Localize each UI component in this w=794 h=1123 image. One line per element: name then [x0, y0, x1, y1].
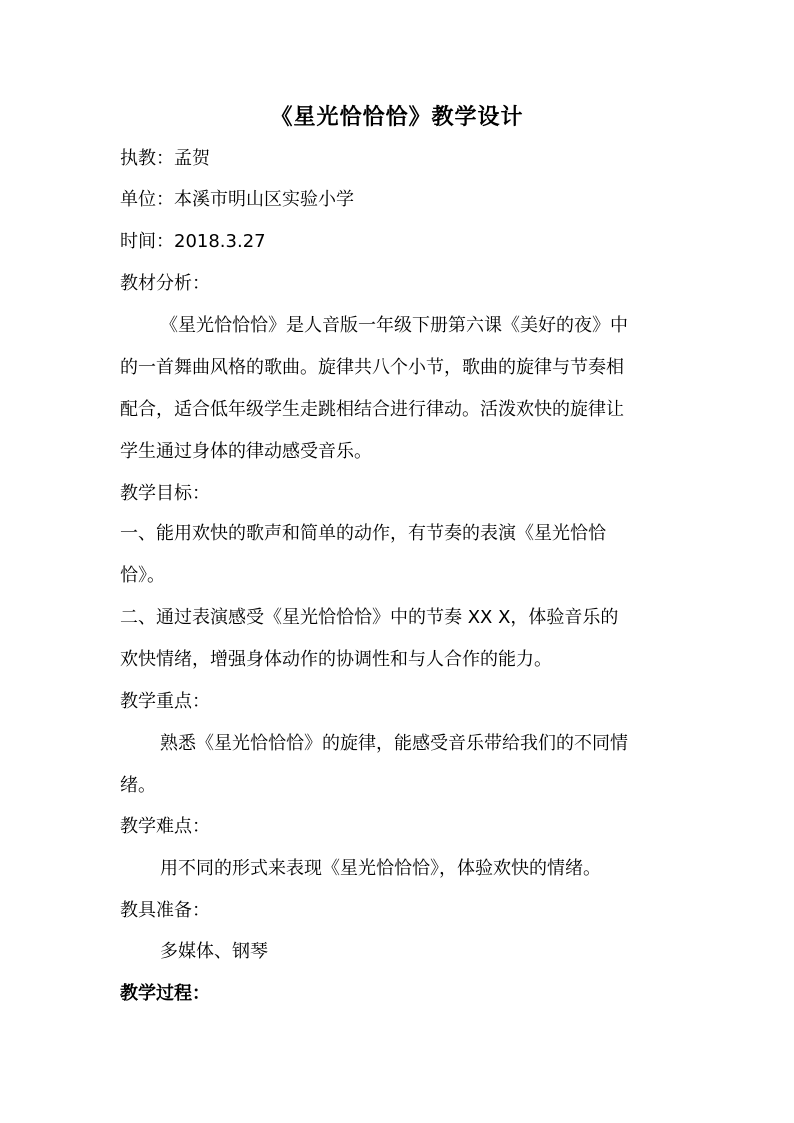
- keypoint-line: 绪。: [120, 775, 156, 796]
- tools-line: 多媒体、钢琴: [160, 941, 268, 962]
- goals-line: 欢快情绪，增强身体动作的协调性和与人合作的能力。: [120, 649, 552, 670]
- analysis-line: 配合，适合低年级学生走跳相结合进行律动。活泼欢快的旋律让: [120, 399, 624, 420]
- keypoint-heading: 教学重点：: [120, 691, 210, 712]
- difficulty-line: 用不同的形式来表现《星光恰恰恰》，体验欢快的情绪。: [160, 858, 601, 879]
- keypoint-line: 熟悉《星光恰恰恰》的旋律，能感受音乐带给我们的不同情: [160, 733, 628, 754]
- time-line: 时间：2018.3.27: [120, 231, 266, 252]
- analysis-line: 《星光恰恰恰》是人音版一年级下册第六课《美好的夜》中: [160, 315, 628, 336]
- difficulty-heading: 教学难点：: [120, 816, 210, 837]
- teacher-line: 执教：孟贺: [120, 148, 210, 169]
- analysis-heading: 教材分析：: [120, 273, 210, 294]
- process-heading: 教学过程：: [120, 983, 210, 1004]
- tools-heading: 教具准备：: [120, 900, 210, 921]
- document-title: 《星光恰恰恰》教学设计: [270, 105, 524, 130]
- analysis-line: 学生通过身体的律动感受音乐。: [120, 441, 372, 462]
- analysis-line: 的一首舞曲风格的歌曲。旋律共八个小节，歌曲的旋律与节奏相: [120, 357, 624, 378]
- goals-line: 二、通过表演感受《星光恰恰恰》中的节奏 XX X，体验音乐的: [120, 607, 619, 628]
- goals-heading: 教学目标：: [120, 483, 210, 504]
- unit-line: 单位：本溪市明山区实验小学: [120, 189, 354, 210]
- goals-line: 恰》。: [120, 565, 165, 586]
- goals-line: 一、能用欢快的歌声和简单的动作，有节奏的表演《星光恰恰: [120, 523, 606, 544]
